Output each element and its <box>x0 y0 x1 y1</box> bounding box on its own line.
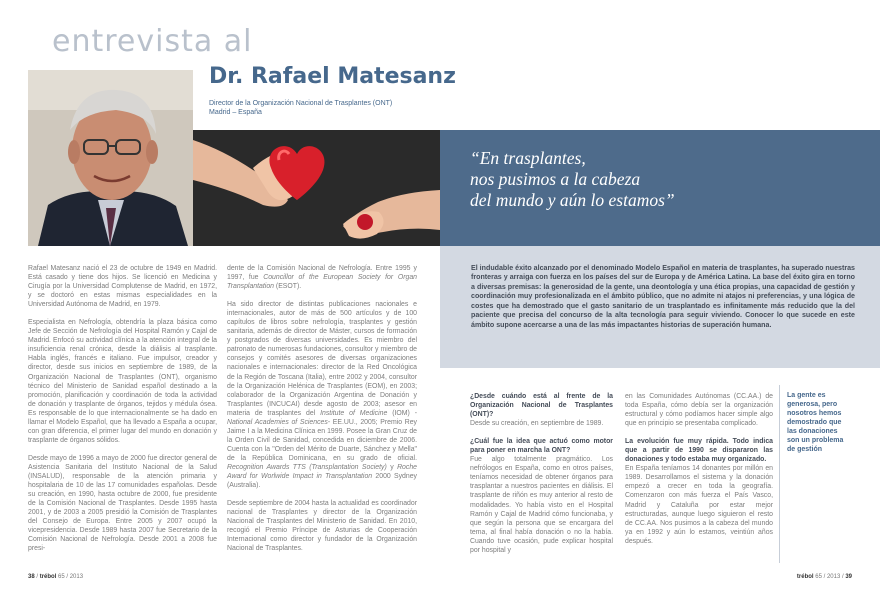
quote-line-2: nos pusimos a la cabeza <box>470 169 641 189</box>
bio-column-2 <box>227 264 417 562</box>
bio-paragraph: Desde mayo de 1996 a mayo de 2000 fue director general de Asistencia Sanitaria del Instituto Nacional de la Salud (INSALUD), responsable de la atención primaria y hospitalaria de 10 de las 17 comunidades españolas. Desde su creación, en 1990, hasta octubre de 2000, fue presidente de la Comisión Nacional de Trasplantes. Desde 1995 hasta 2001, y de 2003 a 2005 presidió la Comisión de Trasplantes del Consejo de Europa. Entre 2005 y 2007 ocupó la vicepresidencia. Desde 1989 hasta 2007 fue Secretario de la Comisión Nacional de Nefrología. Desde 2001 a 2008 fue presi- <box>28 454 217 553</box>
page-number: 38 <box>28 574 35 580</box>
pullquote-divider <box>779 385 780 563</box>
interview-column-1 <box>470 392 613 564</box>
page-number: 39 <box>845 574 852 580</box>
issue-number: 65 / 2013 <box>815 574 841 580</box>
bio-text: (IOM) - <box>387 409 417 417</box>
footer-right: trébol 65 / 2013 / 39 <box>796 574 852 580</box>
interview-question: La evolución fue muy rápida. Todo indica que a partir de 1990 se dispararon las donaciones y todo estaba muy organizado. <box>625 438 773 464</box>
bio-paragraph: Rafael Matesanz nació el 23 de octubre de 1949 en Madrid. Está casado y tiene dos hijos. Se licenció en Medicina y Cirugía por la Universidad Complutense de Madrid, en 1972, y se doctoró en estas mismas especialidades en la Universidad Autónoma de Madrid, en 1979. <box>28 265 217 309</box>
bio-column-1 <box>28 264 217 562</box>
quote-line-1: “En trasplantes, <box>470 148 586 168</box>
quote-line-3: del mundo y aún lo estamos” <box>470 190 675 210</box>
interview-question: ¿Cuál fue la idea que actuó como motor para poner en marcha la ONT? <box>470 438 613 455</box>
bio-italic-text: National Academies of Sciences <box>227 418 328 426</box>
bio-paragraph <box>227 264 417 291</box>
bio-paragraph: Especialista en Nefrología, obtendría la plaza básica como Jefe de Sección de Nefrología del Hospital Ramón y Cajal de Madrid. Enfocó su actividad clínica a la atención integral de la insuficiencia renal crónica, desde la diálisis al trasplante. Habla inglés, francés e italiano. Fue impulsor, creador y director, desde sus inicios en septiembre de 1989, de la Organización Nacional de Trasplantes (ONT), organismo técnico del Ministerio de Sanidad español destinado a la promoción, planificación y coordinación de toda la actividad de donación y trasplante de órganos, tejidos y médula ósea. Es responsable de lo que internacionalmente se ha dado en llamar el Modelo Español, que ha llevado a España a ocupar, con gran diferencia, el primer lugar del mundo en donación y trasplante de órganos sólidos. <box>28 319 217 444</box>
bio-paragraph <box>227 300 417 490</box>
interview-column-2 <box>625 392 773 555</box>
publication-name: trébol <box>796 574 814 580</box>
publication-name: trébol <box>39 574 57 580</box>
bio-text: dente de la Comisión Nacional de Nefrología. Entre 1995 y 1997, fue <box>227 265 417 282</box>
interview-answer: Fue algo totalmente pragmático. Los nefrólogos en España, como en otros países, teníamos necesidad de obtener órganos para trasplantar a nuestros pacientes en diálisis. El trasplante de riñón es muy anterior al resto de modalidades. Yo había visto en el Hospital Ramón y Cajal de Madrid cómo funcionaba, y que según la persona que se encargara del tema, al final había donación o no la había. Cuando tuve ocasión, pude explicar hospital por hospital y <box>470 456 613 554</box>
heart-hands-photo <box>193 130 440 246</box>
bio-text: Ha sido director de distintas publicaciones nacionales e internacionales, autor de más de 500 artículos y de 100 capítulos de libros sobre nefrología, trasplantes y gestión sanitaria, además de director de Máster, cursos de formación y postgrados de diversas universidades. Es miembro del patronato de numerosas fundaciones, consultor y miembro de consejos y comités asesores de diversas organizaciones nacionales e internacionales: director de la Red Oncológica de la Región de Toscana (Italia), entre 2002 y 2004, consultor de la Organización Helénica de Trasplantes (EOM), en 2003; colaborador de la Organización Argentina de Donación y Trasplantes (INCUCAI) desde agosto de 2003; asesor en materia de trasplantes del <box>227 301 417 417</box>
role-title: Director de la Organización Nacional de Trasplantes (ONT) <box>209 100 393 107</box>
section-kicker: entrevista al <box>52 24 253 59</box>
issue-number: 65 / 2013 <box>58 574 84 580</box>
interview-question: ¿Desde cuándo está al frente de la Organización Nacional de Trasplantes (ONT)? <box>470 393 613 419</box>
bio-italic-text: Councillor of the European Society for Organ Transplantation <box>227 274 418 291</box>
bio-italic-text: Roche Award for Worlwide Impact in Transplantation <box>227 463 417 481</box>
interview-answer: En España teníamos 14 donantes por millón en 1989. Desarrollamos el sistema y la donación empezó a crecer en toda la geografía. Comenzaron con más fuerza el País Vasco, Madrid y Cataluña por estar mejor estructuradas, aunque luego siguieron el resto de CC.AA. Nos pusimos a la cabeza del mundo ya en 1992 y aún lo estamos, veintiún años después. <box>625 465 773 545</box>
interview-answer: en las Comunidades Autónomas (CC.AA.) de toda España, cómo debía ser la organización estructural y cómo podíamos hacer simple algo que en principio se presentaba complicado. <box>625 393 773 428</box>
interviewee-name: Dr. Rafael Matesanz <box>209 64 456 89</box>
footer-left: 38 / trébol 65 / 2013 <box>28 574 84 580</box>
bio-text: y <box>386 463 398 471</box>
role-location: Madrid – España <box>209 109 262 116</box>
interview-answer: Desde su creación, en septiembre de 1989. <box>470 420 604 428</box>
headline-quote <box>470 148 800 211</box>
bio-text: - EE.UU., 2005; Premio Rey Jaime I a la Medicina Clínica en 1999. Posee la Gran Cruz de la Orden Civil de Sanidad, concedida en diciembre de 2006. Cuenta con la "Orden del Mérito de Duarte, Sánchez y Mella" de la República Dominicana, en su grado de oficial. <box>227 418 418 462</box>
bio-paragraph: Desde septiembre de 2004 hasta la actualidad es coordinador nacional de Trasplantes y director de la Organización Nacional de Trasplantes del Ministerio de Sanidad. En 2010, recogió el Premio Príncipe de Asturias de Cooperación Internacional como director y fundador de la Organización Nacional de Trasplantes. <box>227 500 417 553</box>
bio-text: (ESOT). <box>274 283 302 291</box>
bio-italic-text: Institute of Medicine <box>320 409 388 417</box>
lead-paragraph: El indudable éxito alcanzado por el denominado Modelo Español en materia de trasplantes, ha superado nuestras fronteras y arraiga con fuerza en los países del sur de Europa y de América Latina. La base del éxito gira en torno a diversas premisas: la generosidad de la gente, una deontología y una ética propias, una capacidad de gestión y coordinación muy profesionalizada en el ámbito público, que no admite ni atajos ni preferencias, y una lógica de costes que ha demostrado que el gasto sanitario de un trasplantado es infinitamente más reducido que la del paciente que precisa del concurso de la alta tecnología para seguir viviendo. Conocer lo que sucede en este ámbito supone acercarse a una de las más impactantes historias de superación humana. <box>471 264 855 329</box>
interviewee-role <box>209 99 439 117</box>
bio-italic-text: Recognition Awards TTS (Transplantation Society) <box>227 463 387 471</box>
portrait-photo <box>28 70 193 246</box>
bio-text: 2000 Sydney (Australia). <box>227 473 417 490</box>
pullquote: La gente es generosa, pero nosotros hemos demostrado que las donaciones son un problema de gestión <box>787 392 844 453</box>
